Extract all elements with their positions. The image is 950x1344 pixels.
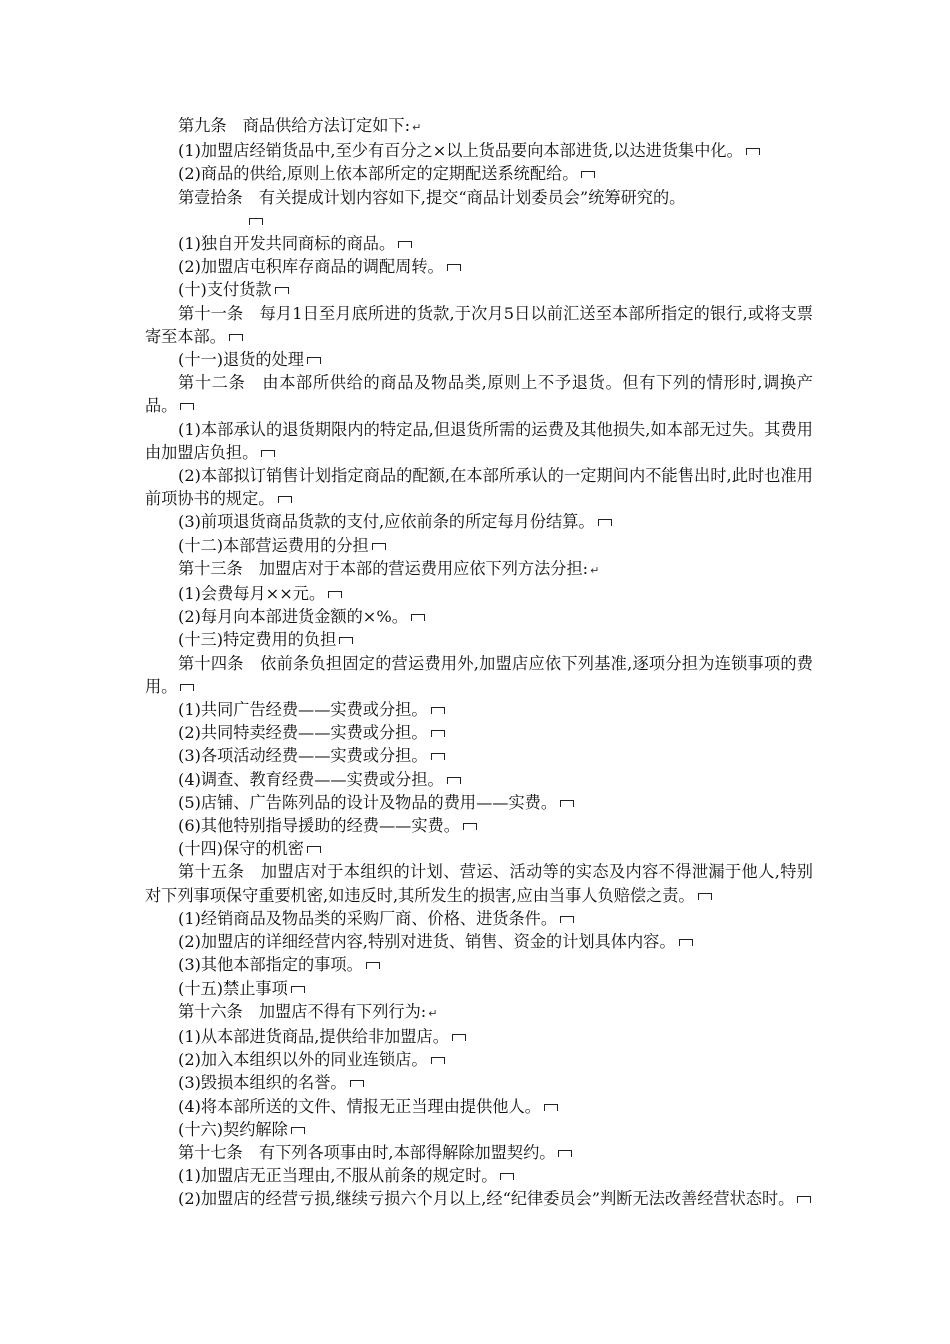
paragraph	[145, 698, 813, 721]
line-break-icon: ↵	[428, 1006, 438, 1020]
paragraph-mark-icon	[411, 614, 425, 621]
paragraph	[145, 418, 813, 464]
line-break-icon: ↵	[590, 563, 600, 577]
paragraph-mark-icon	[307, 357, 321, 364]
paragraph	[145, 721, 813, 744]
paragraph-text: (3)前项退货商品货款的支付,应依前条的所定每月份结算。	[178, 512, 595, 532]
paragraph	[145, 1000, 813, 1025]
paragraph	[145, 371, 813, 417]
paragraph	[145, 1164, 813, 1187]
paragraph-mark-icon	[291, 986, 305, 993]
paragraph-mark-icon	[598, 519, 612, 526]
paragraph-mark-icon	[431, 1057, 445, 1064]
paragraph-text: (1)加盟店经销货品中,至少有百分之×以上货品要向本部进货,以达进货集中化。	[178, 141, 743, 161]
paragraph	[145, 1025, 813, 1048]
paragraph	[145, 605, 813, 628]
paragraph-text: (5)店铺、广告陈列品的设计及物品的费用——实费。	[178, 792, 558, 812]
paragraph-text: (1)共同广告经费——实费或分担。	[178, 700, 428, 720]
paragraph	[145, 744, 813, 767]
paragraph-text: (1)加盟店无正当理由,不服从前条的规定时。	[178, 1166, 498, 1186]
paragraph	[145, 557, 813, 582]
paragraph	[145, 186, 813, 209]
paragraph-mark-icon	[339, 637, 353, 644]
paragraph	[145, 348, 813, 371]
paragraph-text: (1)从本部进货商品,提供给非加盟店。	[178, 1026, 449, 1046]
paragraph-mark-icon	[275, 287, 289, 294]
paragraph	[145, 860, 813, 906]
paragraph	[145, 1095, 813, 1118]
paragraph-mark-icon	[229, 334, 243, 341]
paragraph	[145, 278, 813, 301]
paragraph-text: (2)每月向本部进货金额的×%。	[178, 607, 408, 627]
paragraph	[145, 768, 813, 791]
paragraph-text: 第壹拾条 有关提成计划内容如下,提交“商品计划委员会”统筹研究的。	[178, 187, 686, 207]
paragraph-text: (1)本部承认的退货期限内的特定品,但退货所需的运费及其他损失,如本部无过失。其费用由加盟店负担。	[145, 419, 813, 462]
paragraph-mark-icon	[447, 777, 461, 784]
paragraph-text: (十二)本部营运费用的分担	[178, 535, 369, 555]
paragraph-text: (2)加盟店的详细经营内容,特别对进货、销售、资金的计划具体内容。	[178, 932, 676, 952]
paragraph-mark-icon	[500, 1173, 514, 1180]
paragraph	[145, 534, 813, 557]
paragraph-mark-icon	[679, 939, 693, 946]
line-break-icon: ↵	[412, 121, 422, 134]
paragraph-text: (2)加盟店的经营亏损,继续亏损六个月以上,经“纪律委员会”判断无法改善经营状态时。	[178, 1189, 795, 1209]
paragraph-text: (2)加盟店屯积库存商品的调配周转。	[178, 257, 444, 277]
paragraph	[145, 930, 813, 953]
paragraph-text: 第十五条 加盟店对于本组织的计划、营运、活动等的实态及内容不得泄漏于他人,特别对下列事项保守重要机密,如违反时,其所发生的损害,应由当事人负赔偿之责。	[145, 862, 813, 905]
paragraph	[145, 162, 813, 185]
paragraph	[145, 255, 813, 278]
paragraph-text: (6)其他特别指导援助的经费——实费。	[178, 816, 460, 836]
paragraph-mark-icon	[278, 496, 292, 503]
paragraph-text: (十五)禁止事项	[178, 978, 288, 998]
paragraph-mark-icon	[180, 403, 194, 410]
paragraph-text: 第十一条 每月1日至月底所进的货款,于次月5日以前汇送至本部所指定的银行,或将支票寄至本部。	[145, 303, 813, 346]
paragraph	[145, 302, 813, 348]
paragraph-mark-icon	[291, 1127, 305, 1134]
paragraph-mark-icon	[431, 730, 445, 737]
paragraph	[145, 464, 813, 510]
paragraph-mark-icon	[180, 684, 194, 691]
paragraph-mark-icon	[372, 543, 386, 550]
paragraph	[145, 139, 813, 162]
paragraph-text: (1)会费每月××元。	[178, 584, 326, 604]
paragraph-mark-icon	[560, 916, 574, 923]
paragraph-text: (4)调查、教育经费——实费或分担。	[178, 769, 444, 789]
paragraph	[145, 582, 813, 605]
paragraph-text: (十三)特定费用的负担	[178, 630, 337, 650]
paragraph-mark-icon	[797, 1196, 811, 1203]
paragraph-mark	[145, 209, 813, 232]
paragraph	[145, 791, 813, 814]
document-body	[145, 114, 813, 1211]
paragraph-text: (十一)退货的处理	[178, 350, 304, 370]
paragraph	[145, 837, 813, 860]
paragraph-text: 第十六条 加盟店不得有下列行为:	[178, 1001, 427, 1021]
paragraph	[145, 953, 813, 976]
paragraph-text: 第十三条 加盟店对于本部的营运费用应依下列方法分担:	[178, 558, 589, 578]
paragraph-mark-icon	[398, 241, 412, 248]
paragraph-text: (2)本部拟订销售计划指定商品的配额,在本部所承认的一定期间内不能售出时,此时也准用前项协书的规定。	[145, 466, 813, 509]
paragraph-mark-icon	[261, 450, 275, 457]
paragraph-text: 第九条 商品供给方法订定如下:	[178, 116, 411, 135]
paragraph-text: (3)毁损本组织的名誉。	[178, 1073, 347, 1093]
paragraph-text: (十四)保守的机密	[178, 839, 304, 859]
paragraph	[145, 628, 813, 651]
paragraph	[145, 814, 813, 837]
paragraph-text: 第十七条 有下列各项事由时,本部得解除加盟契约。	[178, 1142, 556, 1162]
paragraph-text: (4)将本部所送的文件、情报无正当理由提供他人。	[178, 1096, 541, 1116]
paragraph	[145, 1141, 813, 1164]
paragraph	[145, 1048, 813, 1071]
paragraph-mark-icon	[366, 962, 380, 969]
paragraph-text: (十六)契约解除	[178, 1119, 288, 1139]
paragraph-text: (1)经销商品及物品类的采购厂商、价格、进货条件。	[178, 908, 558, 928]
paragraph-mark-icon	[560, 800, 574, 807]
paragraph-mark-icon	[328, 591, 342, 598]
paragraph	[145, 1187, 813, 1210]
paragraph-mark-icon	[452, 1034, 466, 1041]
paragraph-mark-icon	[746, 148, 760, 155]
paragraph	[145, 907, 813, 930]
paragraph	[145, 652, 813, 698]
paragraph	[145, 232, 813, 255]
paragraph-text: (3)其他本部指定的事项。	[178, 955, 363, 975]
paragraph-text: 第十四条 依前条负担固定的营运费用外,加盟店应依下列基准,逐项分担为连锁事项的费用。	[145, 653, 813, 696]
paragraph-text: (2)加入本组织以外的同业连锁店。	[178, 1050, 428, 1070]
paragraph	[145, 1071, 813, 1094]
paragraph-mark-icon	[431, 707, 445, 714]
paragraph-mark-icon	[307, 846, 321, 853]
paragraph-mark-icon	[698, 893, 712, 900]
paragraph-mark-icon	[431, 753, 445, 760]
paragraph-text: (2)共同特卖经费——实费或分担。	[178, 723, 428, 743]
paragraph	[145, 977, 813, 1000]
paragraph-text: (2)商品的供给,原则上依本部所定的定期配送系统配给。	[178, 164, 579, 184]
paragraph-mark-icon	[447, 264, 461, 271]
paragraph-text: (3)各项活动经费——实费或分担。	[178, 746, 428, 766]
paragraph	[145, 1118, 813, 1141]
paragraph-mark-icon	[463, 823, 477, 830]
paragraph-text: 第十二条 由本部所供给的商品及物品类,原则上不予退货。但有下列的情形时,调换产品。	[145, 373, 813, 416]
paragraph-mark-icon	[544, 1104, 558, 1111]
paragraph-mark-icon	[558, 1150, 572, 1157]
paragraph	[145, 510, 813, 533]
paragraph-mark-icon	[350, 1080, 364, 1087]
paragraph-text: (十)支付货款	[178, 280, 272, 300]
paragraph-text: (1)独自开发共同商标的商品。	[178, 234, 396, 253]
paragraph-mark-icon	[249, 218, 263, 225]
paragraph	[145, 114, 813, 139]
paragraph-mark-icon	[581, 171, 595, 178]
